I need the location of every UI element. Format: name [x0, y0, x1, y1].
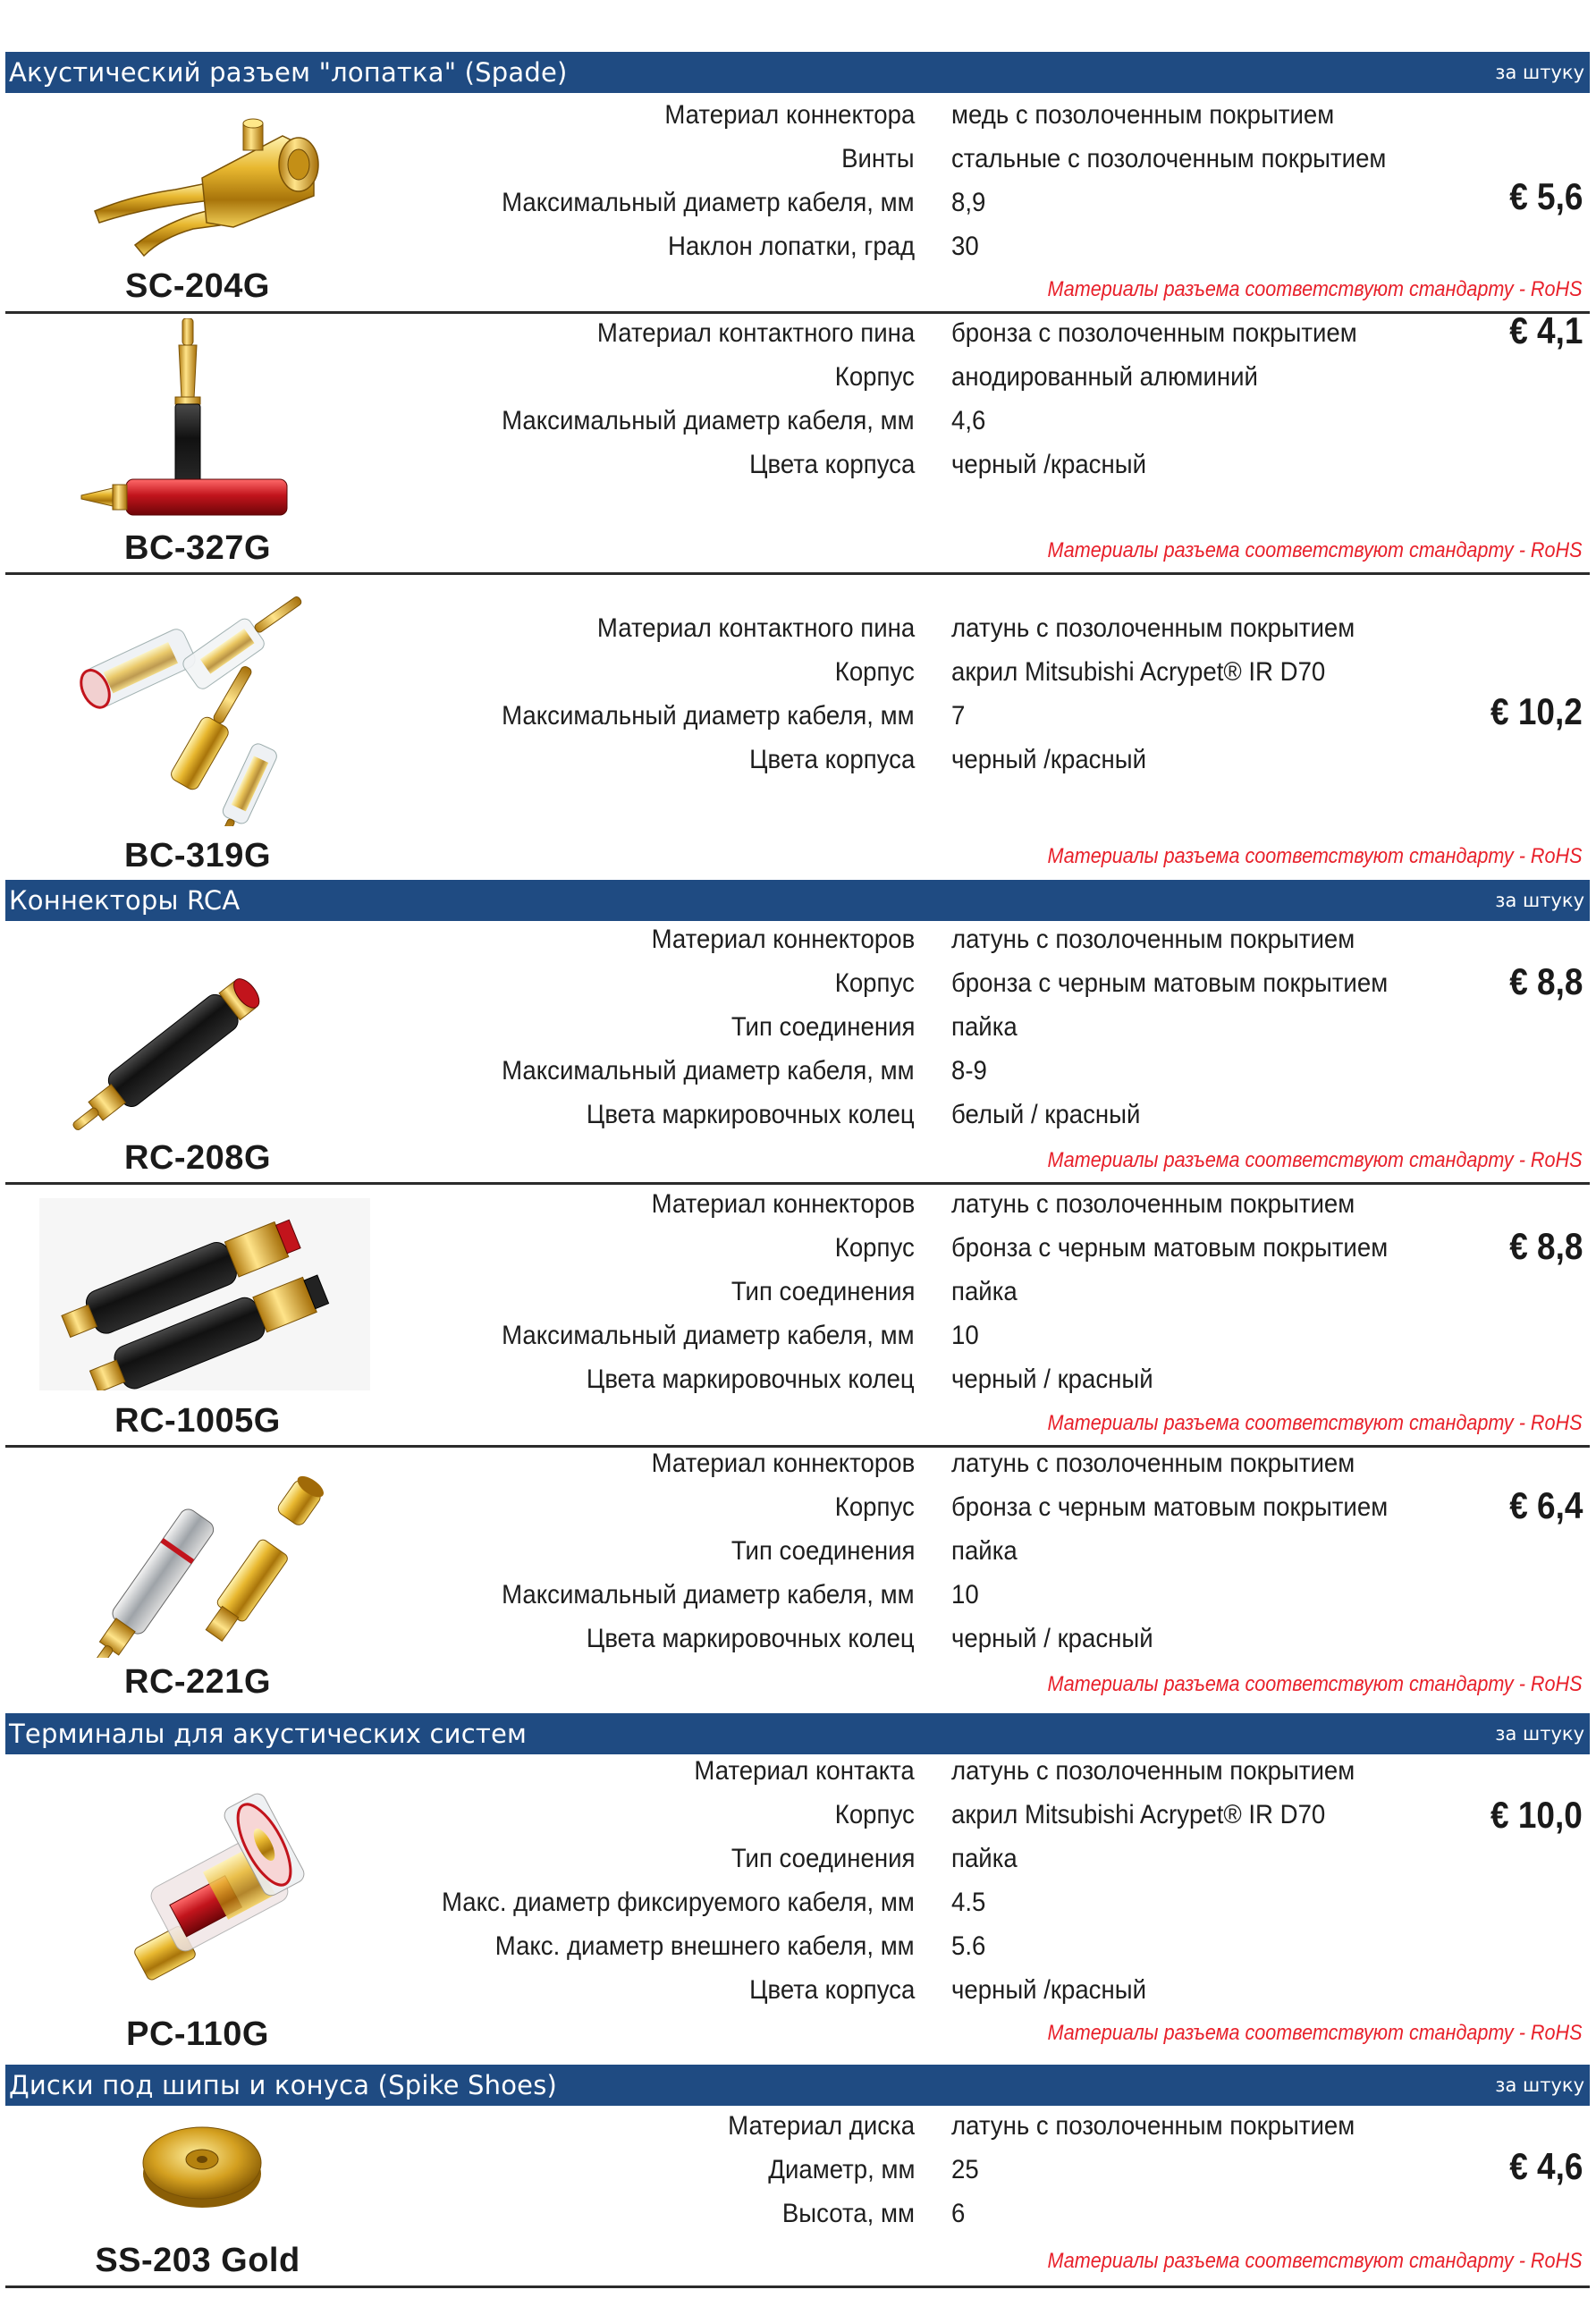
product-sc-204g — [5, 93, 1590, 311]
spec-value: 10 — [951, 1321, 979, 1350]
spec-value: бронза с черным матовым покрытием — [951, 1233, 1389, 1263]
spec-value: черный /красный — [951, 745, 1146, 774]
spec-label: Цвета корпуса — [748, 450, 915, 479]
spec-value: латунь с позолоченным покрытием — [951, 2111, 1355, 2141]
spec-value: черный / красный — [951, 1624, 1153, 1653]
spec-value: латунь с позолоченным покрытием — [951, 613, 1355, 643]
spec-label: Материал контактного пина — [596, 318, 915, 348]
section-header-terminals — [5, 1713, 1590, 1754]
spec-value: черный / красный — [951, 1364, 1153, 1394]
spec-label: Корпус — [834, 968, 915, 998]
spec-label: Высота, мм — [781, 2199, 915, 2228]
spec-value: латунь с позолоченным покрытием — [951, 925, 1355, 954]
spec-label: Корпус — [834, 1492, 915, 1522]
spec-label: Корпус — [834, 1233, 915, 1263]
spec-label: Максимальный диаметр кабеля, мм — [502, 1056, 915, 1086]
product-name: RC-1005G — [114, 1402, 281, 1440]
spec-value: латунь с позолоченным покрытием — [951, 1756, 1355, 1786]
spec-value: латунь с позолоченным покрытием — [951, 1449, 1355, 1478]
spec-value: черный /красный — [951, 1975, 1146, 2005]
product-price: € 5,6 — [1508, 175, 1583, 217]
spec-label: Наклон лопатки, град — [667, 232, 915, 261]
product-ss-203-gold — [5, 2106, 1590, 2285]
spec-label: Макс. диаметр внешнего кабеля, мм — [495, 1931, 915, 1961]
spec-value: бронза с позолоченным покрытием — [951, 318, 1357, 348]
spec-value: 10 — [951, 1580, 979, 1610]
spec-label: Материал контакта — [694, 1756, 915, 1786]
row-divider — [5, 2285, 1590, 2288]
rohs-note: Материалы разъема соответствуют стандарту - RoHS — [1047, 277, 1583, 301]
banana-plug-set-icon — [68, 585, 336, 831]
section-header-spade — [5, 52, 1590, 93]
spec-label: Диаметр, мм — [767, 2155, 915, 2184]
spec-label: Корпус — [834, 362, 915, 392]
spec-label: Винты — [841, 144, 915, 173]
per-unit-label: за штуку — [1495, 1723, 1584, 1745]
spec-value: анодированный алюминий — [951, 362, 1258, 392]
rohs-note: Материалы разъема соответствуют стандарту - RoHS — [1047, 2021, 1583, 2045]
row-divider — [5, 1182, 1590, 1185]
section-title: Терминалы для акустических систем — [9, 1719, 528, 1749]
spec-label: Цвета маркировочных колец — [587, 1624, 915, 1653]
rohs-note: Материалы разъема соответствуют стандарту - RoHS — [1047, 844, 1583, 868]
spec-label: Материал коннекторов — [651, 1189, 915, 1219]
product-name: RC-208G — [124, 1139, 271, 1177]
spec-label: Тип соединения — [730, 1536, 915, 1566]
spec-value: бронза с черным матовым покрытием — [951, 1492, 1389, 1522]
product-bc-319g — [5, 576, 1590, 876]
product-price: € 4,1 — [1508, 309, 1583, 351]
spec-label: Максимальный диаметр кабеля, мм — [502, 188, 915, 217]
spec-value: 25 — [951, 2155, 979, 2184]
product-name: RC-221G — [124, 1663, 271, 1701]
row-divider — [5, 1445, 1590, 1448]
product-pc-110g — [5, 1754, 1590, 2062]
product-name: SS-203 Gold — [95, 2242, 300, 2279]
spec-label: Цвета маркировочных колец — [587, 1100, 915, 1129]
product-price: € 4,6 — [1508, 2145, 1583, 2187]
spec-label: Материал коннекторов — [651, 925, 915, 954]
spec-label: Цвета корпуса — [748, 745, 915, 774]
rca-plug-pair-icon — [39, 1198, 370, 1395]
product-name: PC-110G — [126, 2015, 269, 2053]
spec-value: латунь с позолоченным покрытием — [951, 1189, 1355, 1219]
section-header-spike-shoes — [5, 2065, 1590, 2106]
spec-value: стальные с позолоченным покрытием — [951, 144, 1387, 173]
rohs-note: Материалы разъема соответствуют стандарту - RoHS — [1047, 1148, 1583, 1172]
spec-label: Макс. диаметр фиксируемого кабеля, мм — [442, 1888, 915, 1917]
spec-value: черный /красный — [951, 450, 1146, 479]
spec-value: 5.6 — [951, 1931, 986, 1961]
spec-value: бронза с черным матовым покрытием — [951, 968, 1389, 998]
banana-plug-icon — [77, 318, 309, 533]
product-price: € 6,4 — [1508, 1484, 1583, 1526]
spec-label: Корпус — [834, 657, 915, 687]
section-title: Акустический разъем "лопатка" (Spade) — [9, 57, 568, 88]
spec-label: Материал коннектора — [664, 100, 915, 130]
product-price: € 8,8 — [1508, 960, 1583, 1002]
product-rc-1005g — [5, 1186, 1590, 1445]
product-price: € 10,2 — [1490, 690, 1583, 732]
row-divider — [5, 311, 1590, 314]
spec-value: 6 — [951, 2199, 966, 2228]
spike-shoe-disc-icon — [135, 2109, 269, 2221]
rca-plug-silver-icon — [77, 1470, 345, 1662]
spec-label: Цвета маркировочных колец — [587, 1364, 915, 1394]
spec-value: акрил Mitsubishi Acrypet® IR D70 — [951, 1800, 1326, 1829]
spec-label: Максимальный диаметр кабеля, мм — [502, 1580, 915, 1610]
spec-value: пайка — [951, 1536, 1018, 1566]
rohs-note: Материалы разъема соответствуют стандарту - RoHS — [1047, 1411, 1583, 1435]
row-divider — [5, 572, 1590, 575]
spec-label: Корпус — [834, 1800, 915, 1829]
spec-value: 4.5 — [951, 1888, 986, 1917]
spec-value: 4,6 — [951, 406, 986, 435]
product-name: BC-319G — [124, 837, 271, 874]
product-price: € 8,8 — [1508, 1225, 1583, 1267]
spec-value: пайка — [951, 1844, 1018, 1873]
per-unit-label: за штуку — [1495, 890, 1584, 911]
section-title: Коннекторы RCA — [9, 885, 241, 916]
product-rc-208g — [5, 921, 1590, 1182]
spec-value: 8,9 — [951, 188, 986, 217]
rohs-note: Материалы разъема соответствуют стандарту - RoHS — [1047, 1672, 1583, 1696]
per-unit-label: за штуку — [1495, 2074, 1584, 2096]
spec-value: белый / красный — [951, 1100, 1141, 1129]
spec-label: Материал коннекторов — [651, 1449, 915, 1478]
spade-connector-icon — [59, 111, 345, 263]
section-header-rca — [5, 880, 1590, 921]
spec-value: медь с позолоченным покрытием — [951, 100, 1335, 130]
product-bc-327g — [5, 309, 1590, 572]
per-unit-label: за штуку — [1495, 62, 1584, 83]
binding-post-icon — [75, 1781, 308, 2000]
product-name: BC-327G — [124, 529, 271, 567]
rohs-note: Материалы разъема соответствуют стандарту - RoHS — [1047, 2249, 1583, 2273]
spec-value: акрил Mitsubishi Acrypet® IR D70 — [951, 657, 1326, 687]
spec-label: Максимальный диаметр кабеля, мм — [502, 1321, 915, 1350]
spec-value: 8-9 — [951, 1056, 987, 1086]
rohs-note: Материалы разъема соответствуют стандарту - RoHS — [1047, 538, 1583, 562]
product-price: € 10,0 — [1490, 1794, 1583, 1836]
spec-label: Тип соединения — [730, 1277, 915, 1306]
product-rc-221g — [5, 1449, 1590, 1711]
rca-plug-icon — [63, 946, 296, 1138]
spec-label: Максимальный диаметр кабеля, мм — [502, 701, 915, 731]
section-title: Диски под шипы и конуса (Spike Shoes) — [9, 2070, 558, 2100]
spec-label: Тип соединения — [730, 1844, 915, 1873]
spec-value: 30 — [951, 232, 979, 261]
spec-value: 7 — [951, 701, 966, 731]
spec-label: Цвета корпуса — [748, 1975, 915, 2005]
product-name: SC-204G — [125, 267, 270, 305]
spec-label: Максимальный диаметр кабеля, мм — [502, 406, 915, 435]
spec-value: пайка — [951, 1012, 1018, 1042]
spec-label: Материал диска — [728, 2111, 915, 2141]
spec-label: Материал контактного пина — [596, 613, 915, 643]
spec-label: Тип соединения — [730, 1012, 915, 1042]
spec-value: пайка — [951, 1277, 1018, 1306]
